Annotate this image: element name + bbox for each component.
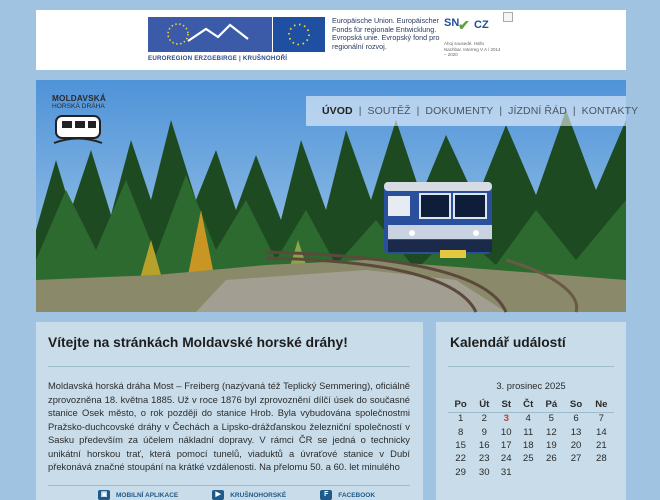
calendar-day[interactable]: 30 xyxy=(478,466,490,478)
cz-label: CZ xyxy=(474,19,489,31)
calendar-day[interactable]: 29 xyxy=(455,466,466,478)
calendar-day[interactable]: 9 xyxy=(481,426,487,438)
divider xyxy=(48,485,410,486)
calendar-day[interactable]: 16 xyxy=(478,439,490,451)
calendar-day[interactable]: 1 xyxy=(457,413,464,425)
euregion-label: EUROREGION ERZGEBIRGE | KRUŠNOHOŘÍ xyxy=(148,55,288,62)
nav-separator: | xyxy=(572,105,576,117)
nav-separator: | xyxy=(416,105,420,117)
calendar-day[interactable]: 18 xyxy=(522,439,534,451)
mobile-app-link[interactable] xyxy=(98,490,178,500)
calendar-day[interactable]: 24 xyxy=(500,453,512,465)
calendar-title: Kalendář událostí xyxy=(450,335,566,350)
calendar-day[interactable]: 19 xyxy=(545,439,557,451)
weekday-label: Po xyxy=(448,398,473,412)
nav-menu xyxy=(322,105,638,117)
calendar-day[interactable]: 7 xyxy=(598,413,605,425)
nav-item-dokumenty[interactable]: DOKUMENTY xyxy=(425,105,494,117)
nav-item-kontakty[interactable]: KONTAKTY xyxy=(581,105,639,117)
welcome-panel xyxy=(36,322,423,500)
calendar-day-today[interactable]: 3 xyxy=(503,413,509,425)
calendar-week-row xyxy=(448,412,614,425)
calendar-day[interactable]: 17 xyxy=(500,439,512,451)
calendar-day[interactable]: 14 xyxy=(596,426,607,438)
calendar-day[interactable]: 25 xyxy=(522,453,534,465)
calendar-day[interactable]: 5 xyxy=(548,413,554,425)
mobile-app-icon: ▣ xyxy=(98,490,110,500)
checkmark-icon: ✔ xyxy=(458,17,470,33)
social-links xyxy=(98,490,409,500)
video-link[interactable] xyxy=(212,490,286,500)
sponsor-banner xyxy=(36,10,626,70)
calendar-day[interactable]: 20 xyxy=(570,439,582,451)
calendar-week-row xyxy=(448,466,614,479)
video-label: KRUŠNOHORSKÉ xyxy=(230,491,287,499)
calendar-day[interactable]: 28 xyxy=(596,453,607,465)
euregion-logo xyxy=(148,17,272,52)
eu-fund-text: Europäische Union. Europäischer Fonds für regionale Entwicklung. Evropská unie. Evropský fond pro regionální rozvoj. xyxy=(332,16,440,51)
facebook-link[interactable] xyxy=(320,490,375,500)
nav-item-jizdni-rad[interactable]: JÍZDNÍ ŘÁD xyxy=(508,105,567,117)
calendar-day[interactable]: 11 xyxy=(523,426,534,438)
nav-item-uvod[interactable]: ÚVOD xyxy=(322,105,353,117)
logo-title: MOLDAVSKÁ xyxy=(52,94,106,103)
calendar-day xyxy=(517,466,539,479)
train-logo-icon xyxy=(52,112,104,146)
calendar-day[interactable]: 27 xyxy=(570,453,582,465)
logo-subtitle: HORSKÁ DRÁHA xyxy=(52,103,105,110)
broken-image-icon xyxy=(503,12,513,22)
weekday-label: Út xyxy=(473,398,495,412)
interreg-small-text: Ahoj sousedé. Hallo Nachbar. Interreg V A / 2014 – 2020 xyxy=(444,41,501,57)
calendar-day xyxy=(539,466,563,479)
calendar-month-label: 3. prosinec 2025 xyxy=(496,380,566,391)
weekday-label: Pá xyxy=(539,398,563,412)
calendar-day[interactable]: 4 xyxy=(525,413,531,425)
train-icon xyxy=(384,182,492,258)
welcome-title: Vítejte na stránkách Moldavské horské dráhy! xyxy=(48,335,348,350)
calendar-day[interactable]: 15 xyxy=(455,439,466,451)
calendar-day[interactable]: 12 xyxy=(545,426,557,438)
calendar-day xyxy=(563,466,588,479)
calendar-day[interactable]: 13 xyxy=(570,426,582,438)
calendar-day[interactable]: 22 xyxy=(455,453,466,465)
calendar-day[interactable]: 26 xyxy=(545,453,557,465)
nav-separator: | xyxy=(499,105,503,117)
calendar-week-row xyxy=(448,425,614,438)
calendar-day[interactable]: 6 xyxy=(573,413,579,425)
weekday-label: So xyxy=(563,398,588,412)
calendar-week-row xyxy=(448,452,614,465)
divider xyxy=(448,366,614,367)
facebook-label: FACEBOOK xyxy=(338,491,376,499)
calendar-grid xyxy=(448,398,614,479)
calendar-weekday-row xyxy=(448,398,614,412)
divider xyxy=(48,366,410,367)
eu-flag-icon xyxy=(273,17,325,52)
weekday-label: Ne xyxy=(589,398,614,412)
hero-image xyxy=(36,80,639,312)
facebook-icon: F xyxy=(320,490,332,500)
calendar-days xyxy=(448,412,614,479)
calendar-day[interactable]: 21 xyxy=(596,439,607,451)
calendar-day[interactable]: 23 xyxy=(478,453,490,465)
calendar-day xyxy=(589,466,614,479)
calendar-day[interactable]: 8 xyxy=(457,426,464,438)
nav-item-soutez[interactable]: SOUTĚŽ xyxy=(367,105,411,117)
video-icon: ▶ xyxy=(212,490,224,500)
calendar-day[interactable]: 2 xyxy=(481,413,487,425)
site-logo[interactable] xyxy=(52,94,112,146)
event-calendar-panel xyxy=(436,322,626,500)
weekday-label: Čt xyxy=(517,398,539,412)
interreg-logo xyxy=(444,17,502,59)
nav-separator: | xyxy=(358,105,362,117)
weekday-label: St xyxy=(495,398,517,412)
calendar-week-row xyxy=(448,439,614,452)
sn-label: SN xyxy=(444,17,460,29)
welcome-body-text: Moldavská horská dráha Most – Freiberg (nazývaná též Teplický Semmering), oficiálně zprovozněna 18. května 1885. Už v roce 1876 byl zprovoznění dílčí úsek do současné stanice Osek město, o rok později do stanice Hrob. Byla vybudována společnostmi Pražsko-duchcovské dráhy v Čechách a Lipsko-drážďanskou železniční společností v Sasku především za účelem nákladní dopravy. V rámci ČR se jedná o technicky unikátní horskou trať, která pomocí tunelů, viaduktů a úvraťové stanice v Dubí překonává značné stoupání na krátké vzdálenosti. Na přelomu 50. a 60. let minulého xyxy=(48,380,410,472)
main-navigation xyxy=(306,96,639,126)
calendar-day[interactable]: 10 xyxy=(500,426,512,438)
mobile-app-label: MOBILNÍ APLIKACE xyxy=(116,491,179,499)
calendar-day[interactable]: 31 xyxy=(500,466,512,478)
